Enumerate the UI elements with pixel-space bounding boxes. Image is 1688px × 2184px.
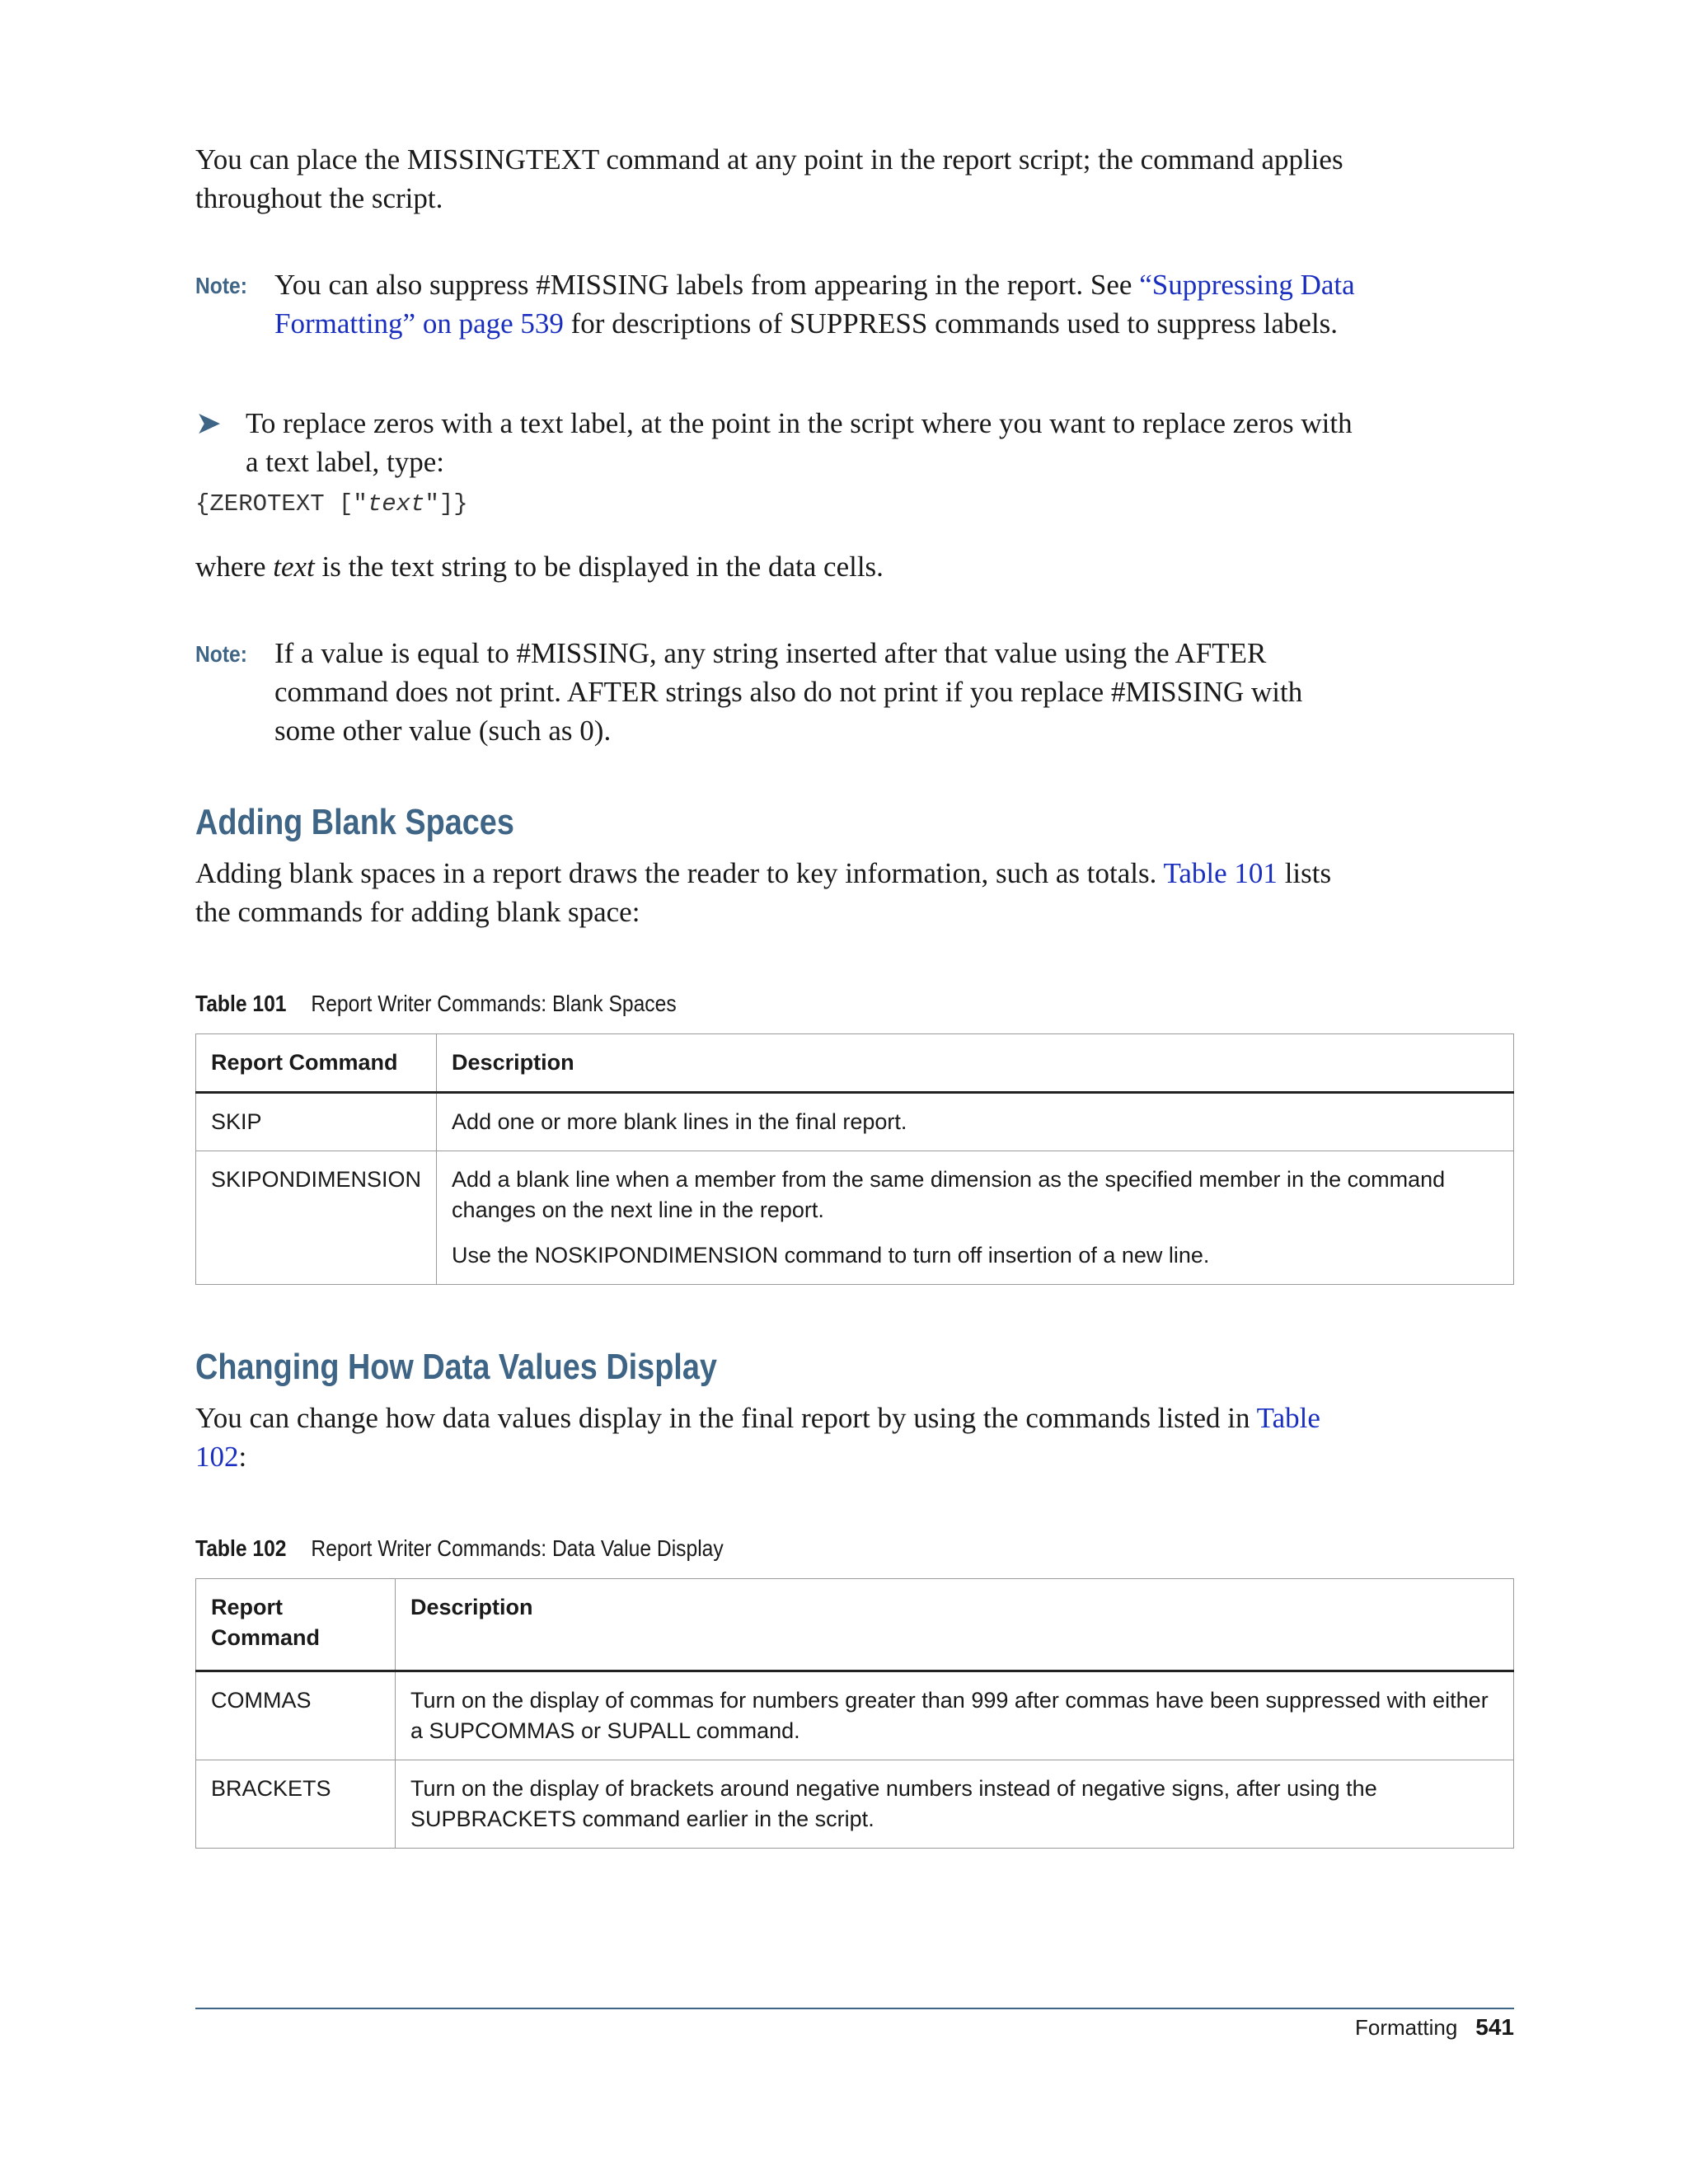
table-row — [196, 1671, 1514, 1760]
footer-section-name: Formatting — [1355, 2015, 1458, 2040]
table-102-data-value-display — [195, 1578, 1514, 1849]
code-zerotext: {ZEROTEXT ["text"]} — [195, 490, 468, 518]
description-cell: Add one or more blank lines in the final report. — [437, 1093, 1514, 1151]
table-102-caption: Table 102 Report Writer Commands: Data Value Display — [195, 1535, 724, 1561]
footer-divider — [195, 2008, 1514, 2009]
note-missing-labels — [195, 265, 1366, 343]
link-table-101[interactable]: Table 101 — [1163, 857, 1278, 889]
data-values-paragraph: You can change how data values display in the final report by using the commands listed in Table 102: — [195, 1402, 1320, 1473]
command-cell: SKIP — [196, 1093, 437, 1151]
table-header-row — [196, 1034, 1514, 1093]
table-101-caption: Table 101 Report Writer Commands: Blank Spaces — [195, 991, 677, 1016]
table-row — [196, 1760, 1514, 1849]
column-header-report-command: Report Command — [196, 1579, 396, 1671]
description-cell: Turn on the display of brackets around negative numbers instead of negative signs, after using the SUPBRACKETS command earlier in the script. — [396, 1760, 1514, 1849]
procedure-step — [195, 404, 1366, 481]
column-header-description: Description — [437, 1034, 1514, 1093]
column-header-description: Description — [396, 1579, 1514, 1671]
column-header-report-command: Report Command — [196, 1034, 437, 1093]
note-label: Note: — [195, 273, 247, 298]
step-text: To replace zeros with a text label, at the point in the script where you want to replace zeros with a text label, type: — [246, 407, 1353, 478]
page-content — [195, 140, 1514, 1849]
table-row — [196, 1151, 1514, 1285]
intro-paragraph: You can place the MISSINGTEXT command at any point in the report script; the command applies throughout the script. — [195, 143, 1343, 214]
table-row — [196, 1093, 1514, 1151]
table-header-row — [196, 1579, 1514, 1671]
description-cell: Turn on the display of commas for numbers greater than 999 after commas have been suppressed with either a SUPCOMMAS or SUPALL command. — [396, 1671, 1514, 1760]
link-suppressing-data-formatting[interactable]: “Suppressing Data Formatting” on page 539 — [274, 269, 1355, 340]
page-number: 541 — [1475, 2014, 1514, 2040]
blank-spaces-paragraph: Adding blank spaces in a report draws the reader to key information, such as totals. Table 101 lists the commands for adding blank space: — [195, 857, 1332, 928]
command-cell: BRACKETS — [196, 1760, 396, 1849]
command-cell: SKIPONDIMENSION — [196, 1151, 437, 1285]
where-paragraph: where text is the text string to be displayed in the data cells. — [195, 551, 884, 583]
heading-adding-blank-spaces: Adding Blank Spaces — [195, 802, 514, 842]
page-footer — [1355, 2014, 1514, 2041]
note-label: Note: — [195, 641, 247, 667]
note-after-strings — [195, 634, 1366, 750]
link-table-102[interactable]: Table 102 — [195, 1402, 1320, 1473]
command-cell: COMMAS — [196, 1671, 396, 1760]
table-101-blank-spaces — [195, 1033, 1514, 1285]
note-text: If a value is equal to #MISSING, any string inserted after that value using the AFTER command does not print. AFTER strings also do not print if you replace #MISSING with some other value (such as 0). — [274, 637, 1303, 747]
note-text: You can also suppress #MISSING labels from appearing in the report. See “Suppressing Data Formatting” on page 539 for descriptions of SUPPRESS commands used to suppress labels. — [274, 269, 1355, 340]
heading-changing-data-values-display: Changing How Data Values Display — [195, 1347, 717, 1387]
description-cell: Add a blank line when a member from the same dimension as the specified member in the command changes on the next line in the report. Use the NOSKIPONDIMENSION command to turn off insertion of a new line. — [437, 1151, 1514, 1285]
arrow-right-icon: ➤ — [195, 405, 222, 441]
